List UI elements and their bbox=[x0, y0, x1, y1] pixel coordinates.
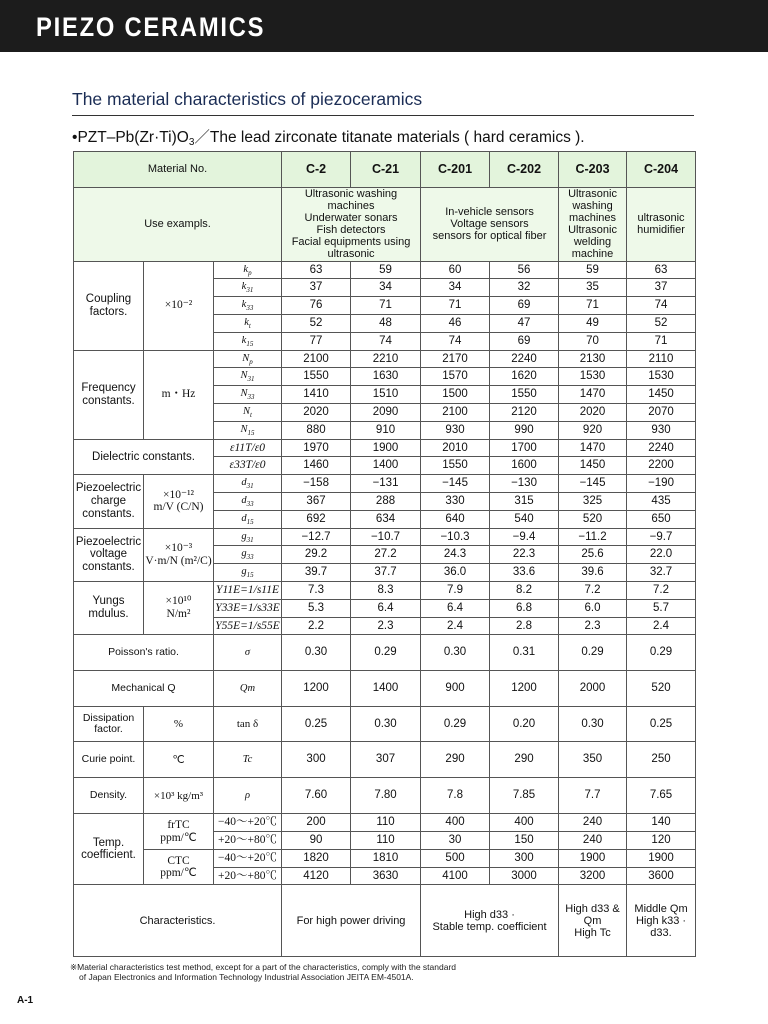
value-cell: 1550 bbox=[282, 368, 351, 386]
footnote-line: ※Material characteristics test method, except for a part of the characteristics, comply with the standard bbox=[70, 962, 457, 972]
frequency-symbol: $N_{31}$ bbox=[214, 368, 282, 386]
value-cell: 0.30 bbox=[559, 707, 627, 742]
value-cell: 37 bbox=[627, 279, 696, 297]
ctc-label: CTC ppm/℃ bbox=[144, 849, 214, 885]
value-cell: 1400 bbox=[351, 457, 421, 475]
value-cell: 8.3 bbox=[351, 581, 421, 599]
value-cell: 1530 bbox=[559, 368, 627, 386]
value-cell: 7.7 bbox=[559, 778, 627, 814]
value-cell: 6.4 bbox=[421, 599, 490, 617]
frequency-row bbox=[74, 350, 696, 368]
value-cell: 69 bbox=[490, 332, 559, 350]
column-header: C-2 bbox=[282, 152, 351, 188]
value-cell: 5.7 bbox=[627, 599, 696, 617]
value-cell: 307 bbox=[351, 742, 421, 778]
mech_q-label: Mechanical Q bbox=[74, 671, 214, 707]
value-cell: −158 bbox=[282, 475, 351, 493]
value-cell: 0.20 bbox=[490, 707, 559, 742]
value-cell: 0.29 bbox=[351, 635, 421, 671]
value-cell: 330 bbox=[421, 492, 490, 510]
value-cell: 0.30 bbox=[421, 635, 490, 671]
value-cell: 0.30 bbox=[282, 635, 351, 671]
use-c201-c202: In-vehicle sensors Voltage sensors sensors for optical fiber bbox=[421, 188, 559, 262]
curie-symbol: Tc bbox=[214, 742, 282, 778]
value-cell: 4120 bbox=[282, 867, 351, 885]
value-cell: 0.25 bbox=[282, 707, 351, 742]
header-title: PIEZO CERAMICS bbox=[36, 12, 266, 42]
value-cell: 3200 bbox=[559, 867, 627, 885]
coupling-label: Coupling factors. bbox=[74, 261, 144, 350]
temp-label: Temp. coefficient. bbox=[74, 814, 144, 885]
value-cell: 25.6 bbox=[559, 546, 627, 564]
value-cell: 7.60 bbox=[282, 778, 351, 814]
value-cell: 2090 bbox=[351, 403, 421, 421]
mech_q-row bbox=[74, 671, 696, 707]
value-cell: 63 bbox=[282, 261, 351, 279]
value-cell: 930 bbox=[421, 421, 490, 439]
value-cell: 1820 bbox=[282, 849, 351, 867]
value-cell: 400 bbox=[490, 814, 559, 832]
characteristics-row bbox=[74, 885, 696, 957]
value-cell: 32.7 bbox=[627, 564, 696, 582]
material-no-label: Material No. bbox=[74, 152, 282, 188]
value-cell: 150 bbox=[490, 832, 559, 850]
footnote-line: of Japan Electronics and Information Technology Industrial Association JEITA EM-4501A. bbox=[79, 972, 414, 983]
value-cell: 27.2 bbox=[351, 546, 421, 564]
value-cell: −11.2 bbox=[559, 528, 627, 546]
voltage-symbol: $g_{15}$ bbox=[214, 564, 282, 582]
coupling-symbol: $k_{33}$ bbox=[214, 297, 282, 315]
value-cell: 1570 bbox=[421, 368, 490, 386]
value-cell: 288 bbox=[351, 492, 421, 510]
dielectric-label: Dielectric constants. bbox=[74, 439, 214, 475]
value-cell: 77 bbox=[282, 332, 351, 350]
value-cell: 56 bbox=[490, 261, 559, 279]
value-cell: 2.3 bbox=[559, 617, 627, 635]
value-cell: 640 bbox=[421, 510, 490, 528]
frequency-symbol: $N_p$ bbox=[214, 350, 282, 368]
value-cell: 2100 bbox=[421, 403, 490, 421]
voltage-row bbox=[74, 528, 696, 546]
value-cell: 59 bbox=[559, 261, 627, 279]
value-cell: 8.2 bbox=[490, 581, 559, 599]
value-cell: 52 bbox=[282, 314, 351, 332]
value-cell: 2240 bbox=[627, 439, 696, 457]
use-c2-c21: Ultrasonic washing machines Underwater sonars Fish detectors Facial equipments using ultrasonic bbox=[282, 188, 421, 262]
charge-label: Piezoelectric charge constants. bbox=[74, 475, 144, 528]
value-cell: 22.0 bbox=[627, 546, 696, 564]
characteristics-c203: High d33 & Qm High Tc bbox=[559, 885, 627, 957]
curie-row bbox=[74, 742, 696, 778]
use-examples-label: Use exampls. bbox=[74, 188, 282, 262]
dissipation-label: Dissipation factor. bbox=[74, 707, 144, 742]
value-cell: 634 bbox=[351, 510, 421, 528]
value-cell: 74 bbox=[351, 332, 421, 350]
temp-range: +20〜+80℃ bbox=[214, 867, 282, 885]
value-cell: 367 bbox=[282, 492, 351, 510]
value-cell: 63 bbox=[627, 261, 696, 279]
value-cell: 7.85 bbox=[490, 778, 559, 814]
value-cell: 692 bbox=[282, 510, 351, 528]
value-cell: 900 bbox=[421, 671, 490, 707]
value-cell: 2.2 bbox=[282, 617, 351, 635]
value-cell: 74 bbox=[627, 297, 696, 315]
coupling-symbol: $k_{31}$ bbox=[214, 279, 282, 297]
value-cell: 435 bbox=[627, 492, 696, 510]
value-cell: 325 bbox=[559, 492, 627, 510]
value-cell: 90 bbox=[282, 832, 351, 850]
value-cell: −10.3 bbox=[421, 528, 490, 546]
value-cell: −145 bbox=[559, 475, 627, 493]
value-cell: 34 bbox=[421, 279, 490, 297]
value-cell: 300 bbox=[282, 742, 351, 778]
value-cell: 920 bbox=[559, 421, 627, 439]
dielectric-row bbox=[74, 439, 696, 457]
value-cell: 1900 bbox=[559, 849, 627, 867]
value-cell: 7.9 bbox=[421, 581, 490, 599]
value-cell: 32 bbox=[490, 279, 559, 297]
value-cell: 540 bbox=[490, 510, 559, 528]
value-cell: 6.8 bbox=[490, 599, 559, 617]
value-cell: 37.7 bbox=[351, 564, 421, 582]
characteristics-c2-c21: For high power driving bbox=[282, 885, 421, 957]
value-cell: −10.7 bbox=[351, 528, 421, 546]
value-cell: 250 bbox=[627, 742, 696, 778]
density-label: Density. bbox=[74, 778, 144, 814]
value-cell: 22.3 bbox=[490, 546, 559, 564]
poisson-label: Poisson's ratio. bbox=[74, 635, 214, 671]
column-header: C-202 bbox=[490, 152, 559, 188]
frequency-label: Frequency constants. bbox=[74, 350, 144, 439]
value-cell: 350 bbox=[559, 742, 627, 778]
subtitle-text: ／The lead zirconate titanate materials ( hard ceramics ). bbox=[194, 129, 585, 146]
coupling-unit: ×10⁻² bbox=[144, 261, 214, 350]
value-cell: 1700 bbox=[490, 439, 559, 457]
mech_q-symbol: Qm bbox=[214, 671, 282, 707]
density-unit: ×10³ kg/m³ bbox=[144, 778, 214, 814]
value-cell: 71 bbox=[421, 297, 490, 315]
value-cell: 520 bbox=[559, 510, 627, 528]
value-cell: 39.7 bbox=[282, 564, 351, 582]
dielectric-symbol: ε33T/ε0 bbox=[214, 457, 282, 475]
value-cell: 1410 bbox=[282, 386, 351, 404]
value-cell: 240 bbox=[559, 814, 627, 832]
charge-symbol: $d_{31}$ bbox=[214, 475, 282, 493]
frequency-symbol: $N_{15}$ bbox=[214, 421, 282, 439]
value-cell: 59 bbox=[351, 261, 421, 279]
value-cell: 2.3 bbox=[351, 617, 421, 635]
value-cell: 290 bbox=[490, 742, 559, 778]
value-cell: 47 bbox=[490, 314, 559, 332]
value-cell: 29.2 bbox=[282, 546, 351, 564]
value-cell: 910 bbox=[351, 421, 421, 439]
value-cell: 2020 bbox=[559, 403, 627, 421]
value-cell: 2170 bbox=[421, 350, 490, 368]
use-examples-row bbox=[74, 188, 696, 262]
column-header: C-203 bbox=[559, 152, 627, 188]
value-cell: 990 bbox=[490, 421, 559, 439]
value-cell: 6.0 bbox=[559, 599, 627, 617]
coupling-symbol: $k_{15}$ bbox=[214, 332, 282, 350]
value-cell: 7.2 bbox=[627, 581, 696, 599]
voltage-unit: ×10⁻³ V·m/N (m²/C) bbox=[144, 528, 214, 581]
value-cell: 400 bbox=[421, 814, 490, 832]
value-cell: 74 bbox=[421, 332, 490, 350]
value-cell: 1200 bbox=[490, 671, 559, 707]
value-cell: 7.2 bbox=[559, 581, 627, 599]
value-cell: 1900 bbox=[351, 439, 421, 457]
voltage-symbol: $g_{33}$ bbox=[214, 546, 282, 564]
characteristics-c204: Middle Qm High k33 · d33. bbox=[627, 885, 696, 957]
frequency-symbol: $N_t$ bbox=[214, 403, 282, 421]
value-cell: 1630 bbox=[351, 368, 421, 386]
value-cell: 930 bbox=[627, 421, 696, 439]
value-cell: 2.4 bbox=[627, 617, 696, 635]
value-cell: 37 bbox=[282, 279, 351, 297]
footnote bbox=[70, 962, 456, 982]
value-cell: 240 bbox=[559, 832, 627, 850]
value-cell: 1550 bbox=[421, 457, 490, 475]
value-cell: 2120 bbox=[490, 403, 559, 421]
value-cell: 1450 bbox=[559, 457, 627, 475]
value-cell: 7.8 bbox=[421, 778, 490, 814]
page-header-bar bbox=[0, 0, 768, 52]
temp-range: −40〜+20℃ bbox=[214, 849, 282, 867]
value-cell: 1550 bbox=[490, 386, 559, 404]
value-cell: 1510 bbox=[351, 386, 421, 404]
subtitle-formula: PZT–Pb(Zr·Ti)O bbox=[77, 129, 189, 146]
curie-label: Curie point. bbox=[74, 742, 144, 778]
value-cell: 3600 bbox=[627, 867, 696, 885]
frequency-unit: m・Hz bbox=[144, 350, 214, 439]
value-cell: 2.4 bbox=[421, 617, 490, 635]
value-cell: 0.29 bbox=[559, 635, 627, 671]
value-cell: 71 bbox=[351, 297, 421, 315]
value-cell: 2210 bbox=[351, 350, 421, 368]
page-number: A-1 bbox=[17, 995, 34, 1006]
temp-row bbox=[74, 814, 696, 832]
value-cell: 48 bbox=[351, 314, 421, 332]
value-cell: 110 bbox=[351, 832, 421, 850]
value-cell: 1530 bbox=[627, 368, 696, 386]
value-cell: 140 bbox=[627, 814, 696, 832]
value-cell: 120 bbox=[627, 832, 696, 850]
value-cell: 6.4 bbox=[351, 599, 421, 617]
value-cell: 0.29 bbox=[421, 707, 490, 742]
temp-range: −40〜+20℃ bbox=[214, 814, 282, 832]
value-cell: 1460 bbox=[282, 457, 351, 475]
value-cell: 315 bbox=[490, 492, 559, 510]
value-cell: 1470 bbox=[559, 386, 627, 404]
value-cell: 1620 bbox=[490, 368, 559, 386]
frtc-label: frTC ppm/℃ bbox=[144, 814, 214, 850]
value-cell: 35 bbox=[559, 279, 627, 297]
density-row bbox=[74, 778, 696, 814]
value-cell: 1470 bbox=[559, 439, 627, 457]
value-cell: 2110 bbox=[627, 350, 696, 368]
poisson-symbol: σ bbox=[214, 635, 282, 671]
value-cell: 0.31 bbox=[490, 635, 559, 671]
value-cell: 34 bbox=[351, 279, 421, 297]
value-cell: 1450 bbox=[627, 386, 696, 404]
value-cell: 520 bbox=[627, 671, 696, 707]
use-c203: Ultrasonic washing machines Ultrasonic welding machine bbox=[559, 188, 627, 262]
value-cell: 76 bbox=[282, 297, 351, 315]
value-cell: 1600 bbox=[490, 457, 559, 475]
column-header: C-201 bbox=[421, 152, 490, 188]
value-cell: 2130 bbox=[559, 350, 627, 368]
subtitle-bullet: • bbox=[72, 129, 78, 146]
coupling-symbol: $k_t$ bbox=[214, 314, 282, 332]
value-cell: 500 bbox=[421, 849, 490, 867]
value-cell: 2010 bbox=[421, 439, 490, 457]
value-cell: 1500 bbox=[421, 386, 490, 404]
value-cell: 4100 bbox=[421, 867, 490, 885]
value-cell: 36.0 bbox=[421, 564, 490, 582]
value-cell: 2.8 bbox=[490, 617, 559, 635]
yungs-symbol: Y11E=1/s11E bbox=[214, 581, 282, 599]
coupling-row bbox=[74, 261, 696, 279]
dissipation-unit: % bbox=[144, 707, 214, 742]
value-cell: 3630 bbox=[351, 867, 421, 885]
section-title: The material characteristics of piezoceramics bbox=[72, 89, 423, 109]
subtitle-subscript: 3 bbox=[188, 137, 195, 148]
value-cell: 69 bbox=[490, 297, 559, 315]
value-cell: 0.30 bbox=[351, 707, 421, 742]
value-cell: 2100 bbox=[282, 350, 351, 368]
value-cell: 71 bbox=[559, 297, 627, 315]
value-cell: 7.65 bbox=[627, 778, 696, 814]
value-cell: 30 bbox=[421, 832, 490, 850]
charge-row bbox=[74, 475, 696, 493]
column-header: C-21 bbox=[351, 152, 421, 188]
value-cell: 52 bbox=[627, 314, 696, 332]
characteristics-label: Characteristics. bbox=[74, 885, 282, 957]
value-cell: 200 bbox=[282, 814, 351, 832]
value-cell: 2200 bbox=[627, 457, 696, 475]
value-cell: 71 bbox=[627, 332, 696, 350]
value-cell: 300 bbox=[490, 849, 559, 867]
value-cell: 1400 bbox=[351, 671, 421, 707]
value-cell: 33.6 bbox=[490, 564, 559, 582]
yungs-label: Yungs mdulus. bbox=[74, 581, 144, 634]
value-cell: 290 bbox=[421, 742, 490, 778]
value-cell: 650 bbox=[627, 510, 696, 528]
curie-unit: ℃ bbox=[144, 742, 214, 778]
value-cell: 2070 bbox=[627, 403, 696, 421]
subtitle bbox=[72, 125, 585, 147]
value-cell: −145 bbox=[421, 475, 490, 493]
value-cell: 60 bbox=[421, 261, 490, 279]
value-cell: −130 bbox=[490, 475, 559, 493]
value-cell: 49 bbox=[559, 314, 627, 332]
header-row bbox=[74, 152, 696, 188]
charge-symbol: $d_{33}$ bbox=[214, 492, 282, 510]
value-cell: 2000 bbox=[559, 671, 627, 707]
charge-unit: ×10⁻¹² m/V (C/N) bbox=[144, 475, 214, 528]
dissipation-symbol: tan δ bbox=[214, 707, 282, 742]
value-cell: −190 bbox=[627, 475, 696, 493]
charge-symbol: $d_{15}$ bbox=[214, 510, 282, 528]
value-cell: −9.4 bbox=[490, 528, 559, 546]
value-cell: 39.6 bbox=[559, 564, 627, 582]
value-cell: 0.25 bbox=[627, 707, 696, 742]
value-cell: 5.3 bbox=[282, 599, 351, 617]
temp-row bbox=[74, 849, 696, 867]
yungs-unit: ×10¹⁰ N/m² bbox=[144, 581, 214, 634]
value-cell: −9.7 bbox=[627, 528, 696, 546]
coupling-symbol: $k_p$ bbox=[214, 261, 282, 279]
yungs-symbol: Y33E=1/s33E bbox=[214, 599, 282, 617]
value-cell: 0.29 bbox=[627, 635, 696, 671]
column-header: C-204 bbox=[627, 152, 696, 188]
yungs-row bbox=[74, 581, 696, 599]
value-cell: 7.3 bbox=[282, 581, 351, 599]
value-cell: 1970 bbox=[282, 439, 351, 457]
use-c204: ultrasonic humidifier bbox=[627, 188, 696, 262]
value-cell: 110 bbox=[351, 814, 421, 832]
value-cell: −12.7 bbox=[282, 528, 351, 546]
title-divider bbox=[72, 115, 694, 116]
value-cell: 2020 bbox=[282, 403, 351, 421]
characteristics-c201-c202: High d33 · Stable temp. coefficient bbox=[421, 885, 559, 957]
dissipation-row bbox=[74, 707, 696, 742]
yungs-symbol: Y55E=1/s55E bbox=[214, 617, 282, 635]
value-cell: 46 bbox=[421, 314, 490, 332]
value-cell: 3000 bbox=[490, 867, 559, 885]
material-table bbox=[73, 151, 696, 957]
value-cell: 1900 bbox=[627, 849, 696, 867]
value-cell: 880 bbox=[282, 421, 351, 439]
value-cell: −131 bbox=[351, 475, 421, 493]
dielectric-symbol: ε11T/ε0 bbox=[214, 439, 282, 457]
poisson-row bbox=[74, 635, 696, 671]
value-cell: 2240 bbox=[490, 350, 559, 368]
frequency-symbol: $N_{33}$ bbox=[214, 386, 282, 404]
temp-range: +20〜+80℃ bbox=[214, 832, 282, 850]
value-cell: 7.80 bbox=[351, 778, 421, 814]
value-cell: 24.3 bbox=[421, 546, 490, 564]
value-cell: 1810 bbox=[351, 849, 421, 867]
value-cell: 70 bbox=[559, 332, 627, 350]
density-symbol: ρ bbox=[214, 778, 282, 814]
voltage-label: Piezoelectric voltage constants. bbox=[74, 528, 144, 581]
voltage-symbol: $g_{31}$ bbox=[214, 528, 282, 546]
value-cell: 1200 bbox=[282, 671, 351, 707]
